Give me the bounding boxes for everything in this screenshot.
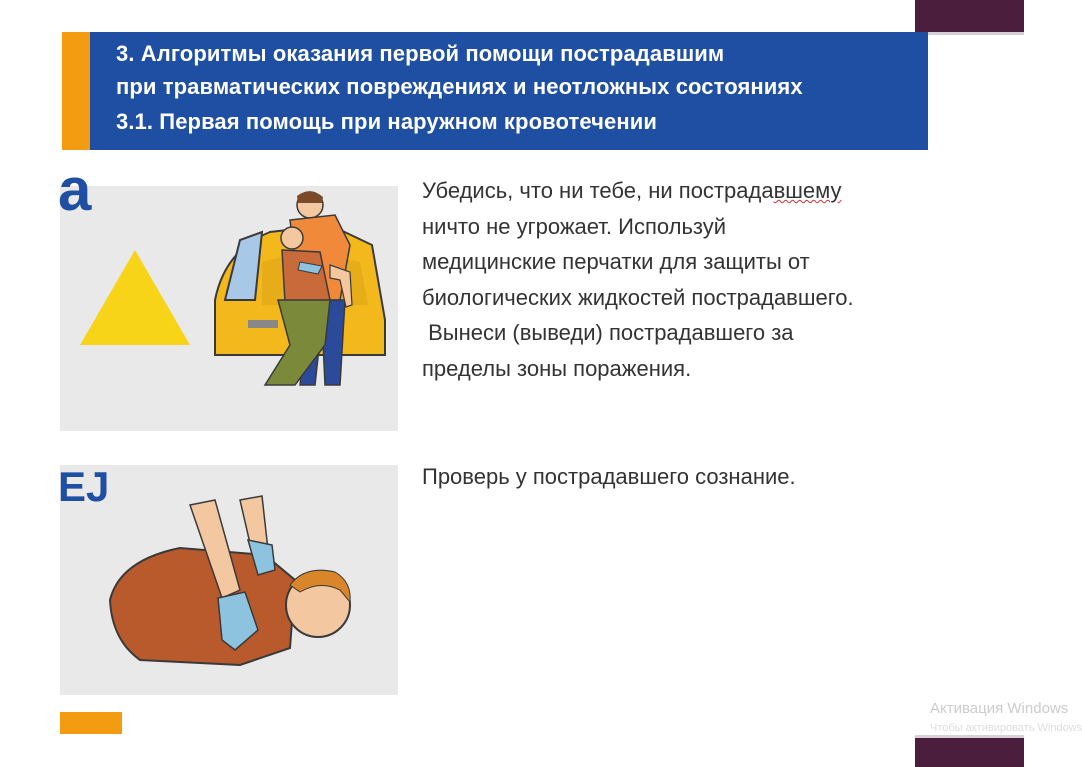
activation-watermark-title: Активация Windows xyxy=(930,700,1069,717)
step-a-letter: а xyxy=(58,156,92,223)
step-a-line-4: биологических жидкостей пострадавшего. xyxy=(422,284,854,310)
checking-consciousness-illustration xyxy=(110,496,350,665)
step-a-line-1 xyxy=(422,173,854,209)
spellcheck-underlined-word: вшему xyxy=(773,178,842,203)
step-a-line-1-text: Убедись, что ни тебе, ни пострада xyxy=(422,178,774,203)
footer-accent-bar xyxy=(60,712,122,734)
step-a-line-2: ничто не угрожает. Используй xyxy=(422,213,727,239)
step-b-line-1: Проверь у пострадавшего сознание. xyxy=(422,464,796,489)
header-title-line-2: при травматических повреждениях и неотложных состояниях xyxy=(116,74,803,99)
step-b-letter: EJ xyxy=(58,463,110,510)
step-a-description xyxy=(422,173,854,386)
rescuer-carrying-victim-illustration xyxy=(215,191,385,385)
step-a-line-3: медицинские перчатки для защиты от xyxy=(422,249,810,274)
activation-watermark-subtitle: Чтобы активировать Windows xyxy=(930,722,1082,734)
step-a-line-5: Вынеси (выведи) пострадавшего за xyxy=(422,320,794,345)
header-title-line-1: 3. Алгоритмы оказания первой помощи пострадавшим xyxy=(116,41,725,66)
header-title-line-3: 3.1. Первая помощь при наружном кровотечении xyxy=(116,109,657,134)
warning-triangle-icon xyxy=(80,250,190,345)
step-b-description xyxy=(422,459,796,495)
step-a-line-6: пределы зоны поражения. xyxy=(422,355,692,381)
